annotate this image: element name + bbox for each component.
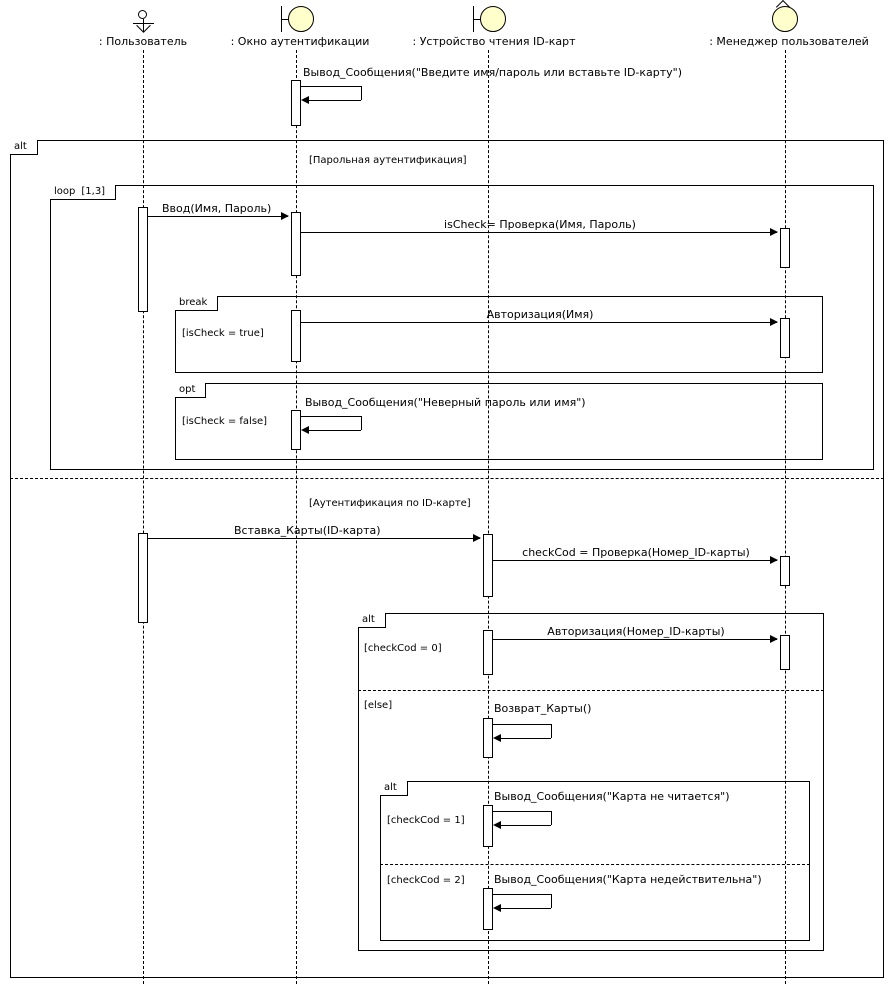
fragment-keyword-alt-card: alt xyxy=(362,614,375,625)
fragment-tag-alt-main xyxy=(10,140,38,155)
self-msg-m10-arrowhead xyxy=(493,821,501,829)
fragment-keyword-loop: loop xyxy=(54,186,76,197)
fragment-divider-alt-main xyxy=(10,478,884,479)
activation-reader-2 xyxy=(483,630,493,675)
self-msg-m5-bottom xyxy=(309,430,361,431)
message-label-m2: Ввод(Имя, Пароль) xyxy=(162,202,272,215)
activation-reader-3 xyxy=(483,718,493,758)
self-msg-m5-right xyxy=(361,416,362,430)
activation-authwin-4 xyxy=(291,410,301,450)
fragment-alt-err xyxy=(380,781,810,941)
message-line-m4 xyxy=(301,322,777,323)
lifeline-label-authwin: : Окно аутентификации xyxy=(230,35,370,48)
message-label-m1: Вывод_Сообщения("Введите имя/пароль или вставьте ID-карту") xyxy=(303,66,683,79)
message-line-m6 xyxy=(148,538,480,539)
fragment-divider-alt-err xyxy=(380,864,810,865)
message-line-m2 xyxy=(148,216,288,217)
self-msg-m11-bottom xyxy=(501,908,551,909)
message-arrow-m8 xyxy=(770,635,778,643)
fragment-tag-break xyxy=(175,296,218,311)
fragment-range-loop: [1,3] xyxy=(81,186,106,197)
activation-reader-1 xyxy=(483,534,493,597)
self-msg-m11-right xyxy=(551,894,552,908)
self-msg-m9-bottom xyxy=(501,738,551,739)
message-label-m9: Возврат_Карты() xyxy=(494,702,592,715)
self-msg-m5-top xyxy=(301,416,361,417)
lifeline-label-manager: : Менеджер пользователей xyxy=(709,35,869,48)
guard-card-auth: [Аутентификация по ID-карте] xyxy=(309,498,471,509)
message-line-m7 xyxy=(493,560,777,561)
message-label-m4: Авторизация(Имя) xyxy=(486,308,594,321)
fragment-tag-alt-err xyxy=(380,781,408,796)
fragment-keyword-break: break xyxy=(179,297,208,308)
self-msg-m9-right xyxy=(551,724,552,738)
activation-user-1 xyxy=(138,207,148,312)
message-label-m3: isCheck= Проверка(Имя, Пароль) xyxy=(444,218,636,231)
fragment-keyword-alt-main: alt xyxy=(14,141,27,152)
fragment-keyword-alt-err: alt xyxy=(384,782,397,793)
guard-password-auth: [Парольная аутентификация] xyxy=(309,155,467,166)
message-arrow-m7 xyxy=(770,556,778,564)
guard-checkcod-1: [checkCod = 1] xyxy=(387,815,465,826)
self-msg-m1-right xyxy=(361,86,362,100)
self-msg-m5-arrowhead xyxy=(301,426,309,434)
activation-authwin-3 xyxy=(291,310,301,362)
message-arrow-m6 xyxy=(473,534,481,542)
self-msg-m1-arrowhead xyxy=(301,96,309,104)
lifeline-label-user: : Пользователь xyxy=(98,35,188,48)
message-line-m3 xyxy=(301,232,777,233)
self-msg-m9-arrowhead xyxy=(493,734,501,742)
message-arrow-m4 xyxy=(770,318,778,326)
self-msg-m11-arrowhead xyxy=(493,904,501,912)
guard-ischeck-true: [isCheck = true] xyxy=(182,328,264,339)
fragment-divider-alt-card xyxy=(358,690,824,691)
fragment-tag-alt-card xyxy=(358,613,386,628)
activation-manager-3 xyxy=(780,556,790,586)
activation-manager-4 xyxy=(780,635,790,670)
message-label-m5: Вывод_Сообщения("Неверный пароль или имя") xyxy=(305,396,586,409)
activation-reader-5 xyxy=(483,888,493,930)
guard-else: [else] xyxy=(364,700,393,711)
message-label-m10: Вывод_Сообщения("Карта не читается") xyxy=(494,790,730,803)
activation-manager-1 xyxy=(780,228,790,268)
self-msg-m9-top xyxy=(493,724,551,725)
self-msg-m10-right xyxy=(551,811,552,825)
message-arrow-m2 xyxy=(281,212,289,220)
self-msg-m11-top xyxy=(493,894,551,895)
message-label-m6: Вставка_Карты(ID-карта) xyxy=(234,524,381,537)
self-msg-m10-top xyxy=(493,811,551,812)
activation-authwin-2 xyxy=(291,212,301,276)
self-msg-m10-bottom xyxy=(501,825,551,826)
activation-user-2 xyxy=(138,533,148,623)
guard-checkcod-2: [checkCod = 2] xyxy=(387,875,465,886)
fragment-tag-opt xyxy=(175,383,206,398)
fragment-tag-loop xyxy=(50,185,116,200)
lifeline-label-reader: : Устройство чтения ID-карт xyxy=(412,35,576,48)
message-arrow-m3 xyxy=(770,228,778,236)
fragment-opt xyxy=(175,383,823,460)
activation-reader-4 xyxy=(483,805,493,847)
message-label-m7: checkCod = Проверка(Номер_ID-карты) xyxy=(522,546,750,559)
activation-authwin-1 xyxy=(291,80,301,126)
self-msg-m1-top xyxy=(301,86,361,87)
message-label-m11: Вывод_Сообщения("Карта недействительна") xyxy=(494,873,762,886)
self-msg-m1-bottom xyxy=(309,100,361,101)
activation-manager-2 xyxy=(780,318,790,358)
fragment-keyword-opt: opt xyxy=(179,384,196,395)
message-line-m8 xyxy=(493,639,777,640)
guard-checkcod-0: [checkCod = 0] xyxy=(364,643,442,654)
message-label-m8: Авторизация(Номер_ID-карты) xyxy=(547,625,725,638)
guard-ischeck-false: [isCheck = false] xyxy=(182,416,268,427)
